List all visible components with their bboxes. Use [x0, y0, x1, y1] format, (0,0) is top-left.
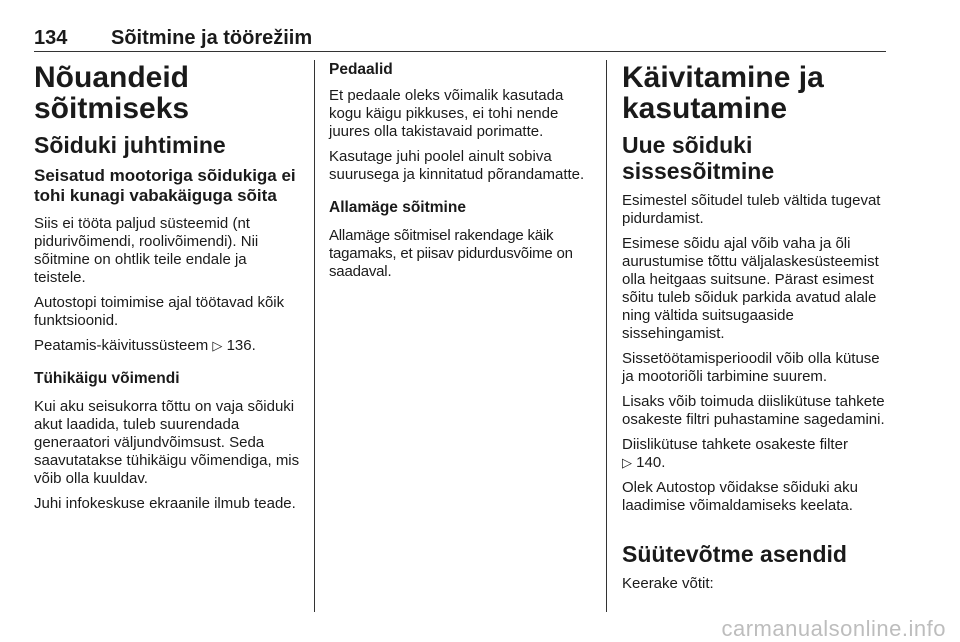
chapter-title: Sõitmine ja töörežiim: [111, 27, 313, 49]
section-title: Nõuandeid sõitmiseks: [34, 61, 190, 125]
column-divider-1: [314, 60, 315, 612]
page-number: 134: [34, 27, 68, 49]
reference-text: Peatamis-käivitussüsteem: [34, 337, 209, 354]
page-reference-icon: ▷: [212, 338, 223, 353]
paragraph: Sissetöötamisperioodil võib olla kütuse ja mootoriõli tarbimine suurem.: [622, 350, 880, 385]
paragraph: Olek Autostop võidakse sõiduki aku laadimise võimaldamiseks keelata.: [622, 479, 858, 514]
section-subtitle: Uue sõiduki sissesõitmine: [622, 132, 775, 184]
subsection-heading: Seisatud mootoriga sõidukiga ei tohi kunagi vabakäiguga sõita: [34, 166, 296, 205]
header-divider: [34, 51, 886, 52]
paragraph: Siis ei tööta paljud süsteemid (nt pidurivõimendi, roolivõimendi). Nii sõitmine on ohtlik teile endale ja teistele.: [34, 215, 259, 286]
column-3: [622, 60, 886, 600]
paragraph: Allamäge sõitmisel rakendage käik tagamaks, et piisav pidurdusvõime on saadaval.: [329, 227, 573, 280]
subsection-heading: Pedaalid: [329, 61, 393, 78]
watermark: carmanualsonline.info: [721, 616, 946, 641]
paragraph: Keerake võtit:: [622, 575, 714, 592]
paragraph: Esimese sõidu ajal võib vaha ja õli aurustumise tõttu väljalaskesüsteemist olla heitgaas suitsune. Pärast esimest sõitu tuleb sõiduk parkida avatud alale ning vältida suitsugaaside sissehingamist.: [622, 235, 879, 342]
column-2: [329, 60, 593, 288]
page-reference-link[interactable]: 140.: [636, 454, 666, 471]
paragraph: Juhi infokeskuse ekraanile ilmub teade.: [34, 495, 296, 512]
paragraph: Lisaks võib toimuda diislikütuse tahkete osakeste filtri puhastamine sagedamini.: [622, 393, 885, 428]
paragraph-with-reference: [34, 337, 302, 355]
paragraph: Autostopi toimimise ajal töötavad kõik funktsioonid.: [34, 294, 285, 329]
subsection-heading: Allamäge sõitmine: [329, 199, 466, 216]
paragraph: Kui aku seisukorra tõttu on vaja sõiduki akut laadida, tuleb suurendada generaatori väljundvõimsust. Seda saavutatakse tühikäigu võimendiga, mis võib olla kuuldav.: [34, 398, 300, 487]
section-subtitle: Süütevõtme asendid: [622, 541, 847, 567]
page-reference-icon: ▷: [622, 455, 632, 470]
page-reference-link[interactable]: 136.: [226, 337, 256, 354]
paragraph: Esimestel sõitudel tuleb vältida tugevat pidurdamist.: [622, 192, 881, 227]
page-header: [34, 24, 886, 52]
subsection-heading: Tühikäigu võimendi: [34, 370, 180, 387]
paragraph: Et pedaale oleks võimalik kasutada kogu käigu pikkuses, ei tohi nende juures olla takistavaid porimatte.: [329, 87, 564, 140]
paragraph-with-reference: [622, 436, 886, 472]
paragraph: Kasutage juhi poolel ainult sobiva suurusega ja kinnitatud põrandamatte.: [329, 148, 585, 183]
column-divider-2: [606, 60, 607, 612]
section-subtitle: Sõiduki juhtimine: [34, 132, 226, 158]
reference-text: Diislikütuse tahkete osakeste filter: [622, 436, 848, 453]
column-1: [34, 60, 302, 520]
section-title: Käivitamine ja kasutamine: [622, 61, 824, 125]
